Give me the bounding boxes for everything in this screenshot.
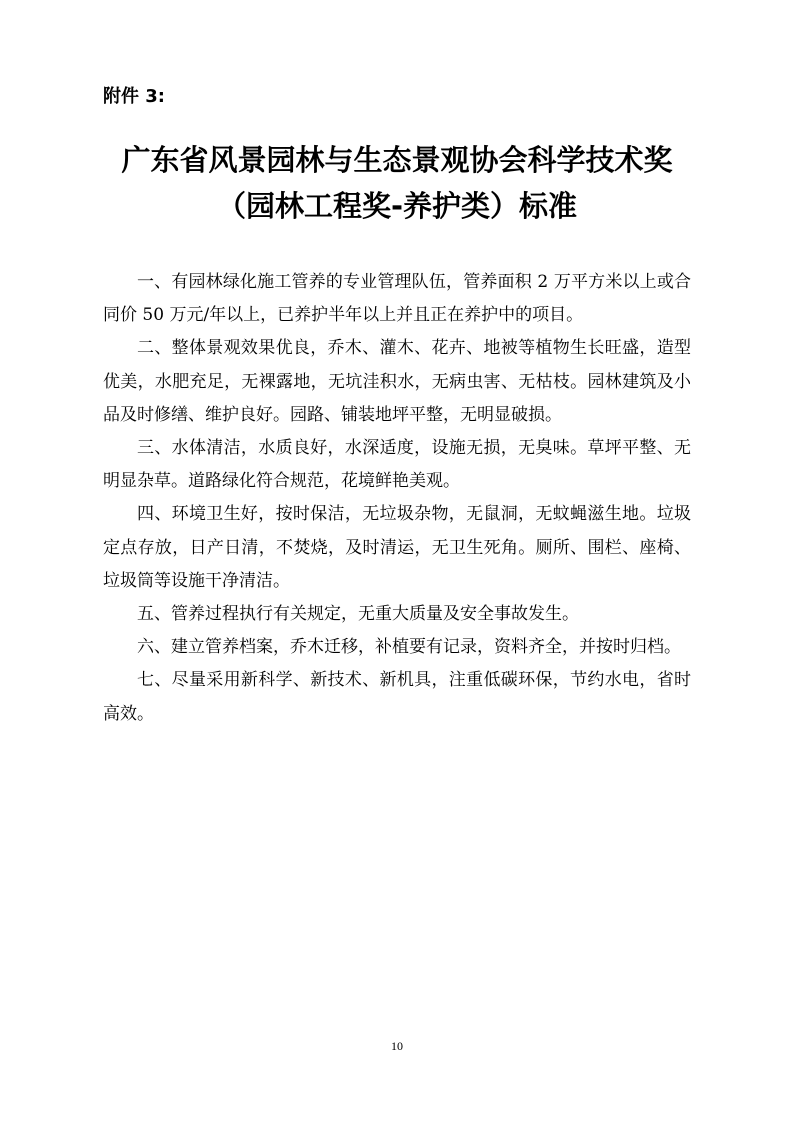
paragraph-2 [103,332,691,432]
paragraph-line: 三、水体清洁，水质良好，水深适度，设施无损，无臭味。草坪平整、 [137,438,674,459]
paragraph-line: 或合同价 50 万元/年以上，已养护半年以上并且正在养护中的项目。 [103,272,692,326]
document-title-line-1: 广东省风景园林与生态景观协会科学技术奖 [121,143,673,177]
page-number: 10 [391,1039,403,1053]
paragraph-line: 二、整体景观效果优良，乔木、灌木、花卉、地被等植物生长旺盛， [137,338,657,359]
paragraph-line: 建筑及小品及时修缮、维护良好。园路、铺装地坪平整，无明显破损。 [103,371,692,425]
paragraph-line: 造型优美，水肥充足，无裸露地，无坑洼积水，无病虫害、无枯枝。园林 [103,338,692,392]
paragraph-5 [103,598,691,631]
attachment-label: 附件 3: [103,86,165,107]
paragraph-3 [103,432,691,498]
paragraph-4 [103,498,691,598]
document-title-line-2: （园林工程奖-养护类）标准 [216,189,578,223]
paragraph-line: 五、管养过程执行有关规定，无重大质量及安全事故发生。 [137,604,579,625]
paragraph-line: 档。 [647,637,681,658]
paragraph-line: 六、建立管养档案，乔木迁移，补植要有记录，资料齐全，并按时归 [137,637,647,658]
paragraph-line: 七、尽量采用新科学、新技术、新机具，注重低碳环保，节约水电， [137,670,657,691]
paragraph-line: 座椅、垃圾筒等设施干净清洁。 [103,537,692,591]
paragraph-7 [103,664,691,730]
paragraph-line: 一、有园林绿化施工管养的专业管理队伍，管养面积 2 万平方米以上 [137,272,657,292]
paragraph-line: 无明显杂草。道路绿化符合规范，花境鲜艳美观。 [103,438,691,492]
paragraph-line: 省时高效。 [103,670,692,724]
paragraph-6 [103,631,691,664]
paragraph-1 [103,266,691,332]
document-body [103,266,691,731]
paragraph-line: 四、环境卫生好，按时保洁，无垃圾杂物，无鼠洞，无蚊蝇滋生地。 [137,504,657,525]
paragraph-line: 垃圾定点存放，日产日清，不焚烧，及时清运，无卫生死角。厕所、围栏、 [103,504,692,558]
